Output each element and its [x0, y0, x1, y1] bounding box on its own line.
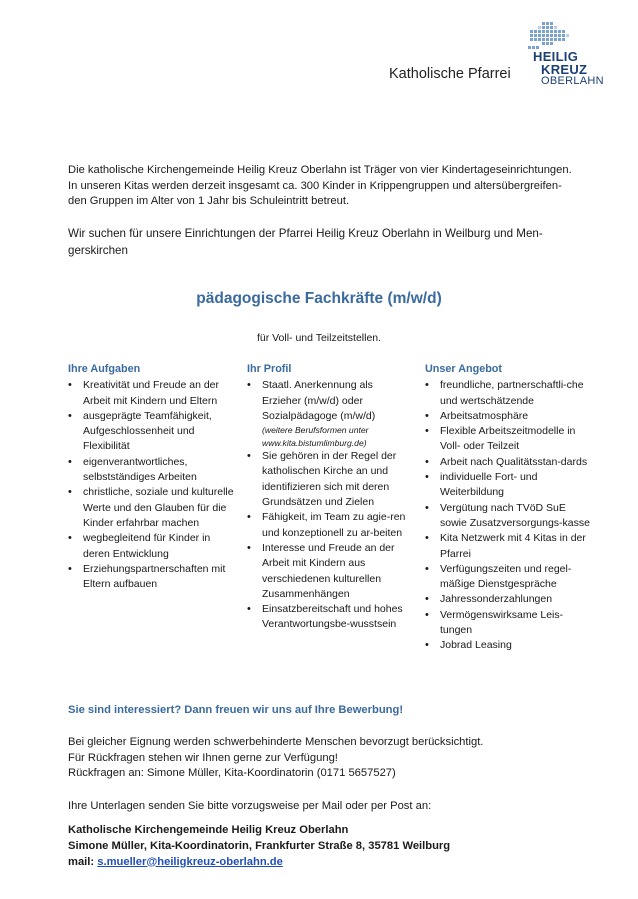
job-title: pädagogische Fachkräfte (m/w/d)	[196, 290, 442, 307]
send-instructions: Ihre Unterlagen senden Sie bitte vorzugsweise per Mail oder per Post an:	[68, 800, 432, 812]
profil-list	[247, 378, 413, 632]
intro-paragraph	[68, 163, 608, 210]
list-item: • Flexible Arbeitszeitmodelle in Voll- oder Teilzeit	[425, 424, 591, 455]
list-item-text: Staatl. Anerkennung als Erzieher (m/w/d) oder Sozialpädagoge (m/w/d)	[262, 379, 376, 422]
logo-text-oberlahn: OBERLAHN	[541, 75, 604, 87]
list-item	[247, 378, 413, 449]
column-angebot	[425, 362, 591, 654]
intro-line: In unseren Kitas werden derzeit insgesamt ca. 300 Kinder in Krippengruppen und altersübergreifen-	[68, 179, 562, 192]
contact-mail-line	[68, 855, 608, 871]
list-item: • Erziehungspartnerschaften mit Eltern aufbauen	[68, 562, 236, 593]
list-item: • Verfügungszeiten und regel-mäßige Dienstgespräche	[425, 562, 591, 593]
notice-line: Bei gleicher Eignung werden schwerbehinderte Menschen bevorzugt berücksichtigt.	[68, 736, 484, 748]
list-item: • Jobrad Leasing	[425, 638, 591, 653]
list-item: • Kreativität und Freude an der Arbeit mit Kindern und Eltern	[68, 378, 236, 409]
intro-line: Die katholische Kirchengemeinde Heilig Kreuz Oberlahn ist Träger von vier Kindertageseinrichtungen.	[68, 164, 572, 176]
logo-text-heilig: HEILIG	[533, 49, 579, 64]
column-profil	[247, 362, 413, 633]
list-item: • eigenverantwortliches, selbstständiges Arbeiten	[68, 455, 236, 486]
list-item: • Einsatzbereitschaft und hohes Verantwortungsbe-wusstsein	[247, 602, 413, 633]
list-item: • Arbeitsatmosphäre	[425, 409, 591, 424]
notice-line: Rückfragen an: Simone Müller, Kita-Koordinatorin (0171 5657527)	[68, 767, 396, 779]
mail-label: mail:	[68, 855, 95, 868]
column-heading: Ihre Aufgaben	[68, 363, 141, 375]
list-item: • Arbeit nach Qualitätsstan-dards	[425, 455, 591, 470]
contact-person: Simone Müller, Kita-Koordinatorin, Frankfurter Straße 8, 35781 Weilburg	[68, 839, 451, 852]
list-item: • Interesse und Freude an der Arbeit mit Kindern aus verschiedenen kulturellen Zusammenhängen	[247, 541, 413, 602]
cross-icon	[528, 22, 608, 52]
search-line: Wir suchen für unsere Einrichtungen der Pfarrei Heilig Kreuz Oberlahn in Weilburg und Men-	[68, 227, 543, 240]
contact-block	[68, 823, 608, 870]
parish-logo	[528, 22, 608, 88]
list-item: • freundliche, partnerschaftli-che und wertschätzende	[425, 378, 591, 409]
column-heading: Unser Angebot	[425, 363, 502, 375]
list-item: • Fähigkeit, im Team zu agie-ren und konzeptionell zu ar-beiten	[247, 510, 413, 541]
list-item: • Sie gehören in der Regel der katholischen Kirche an und identifizieren sich mit deren Grundsätzen und Zielen	[247, 449, 413, 510]
list-item: • individuelle Fort- und Weiterbildung	[425, 470, 591, 501]
search-paragraph	[68, 225, 598, 259]
contact-org: Katholische Kirchengemeinde Heilig Kreuz Oberlahn	[68, 824, 349, 836]
list-item: • wegbegleitend für Kinder in deren Entwicklung	[68, 531, 236, 562]
column-aufgaben	[68, 362, 236, 592]
intro-line: den Gruppen im Alter von 1 Jahr bis Schuleintritt betreut.	[68, 195, 350, 207]
email-link[interactable]: s.mueller@heiligkreuz-oberlahn.de	[97, 855, 283, 868]
list-item: • Vergütung nach TVöD SuE sowie Zusatzversorgungs-kasse	[425, 501, 591, 532]
notice-paragraph	[68, 735, 608, 782]
list-item: • Kita Netzwerk mit 4 Kitas in der Pfarrei	[425, 531, 591, 562]
logo-text-kreuz: KREUZ	[541, 62, 588, 77]
list-item: • Jahressonderzahlungen	[425, 592, 591, 607]
column-heading: Ihr Profil	[247, 363, 292, 375]
list-item: • ausgeprägte Teamfähigkeit, Aufgeschlossenheit und Flexibilität	[68, 409, 236, 455]
list-item-note: (weitere Berufsformen unter www.kita.bistumlimburg.de)	[262, 425, 369, 448]
list-item: • Vermögenswirksame Leis-tungen	[425, 608, 591, 639]
parish-label: Katholische Pfarrei	[389, 66, 511, 82]
search-line: gerskirchen	[68, 244, 128, 257]
list-item: • christliche, soziale und kulturelle Werte und den Glauben für die Kinder erfahrbar machen	[68, 485, 236, 531]
angebot-list	[425, 378, 591, 653]
job-type: für Voll- und Teilzeitstellen.	[256, 332, 382, 344]
aufgaben-list	[68, 378, 236, 592]
notice-line: Für Rückfragen stehen wir Ihnen gerne zur Verfügung!	[68, 751, 338, 764]
call-to-action: Sie sind interessiert? Dann freuen wir uns auf Ihre Bewerbung!	[68, 704, 404, 716]
